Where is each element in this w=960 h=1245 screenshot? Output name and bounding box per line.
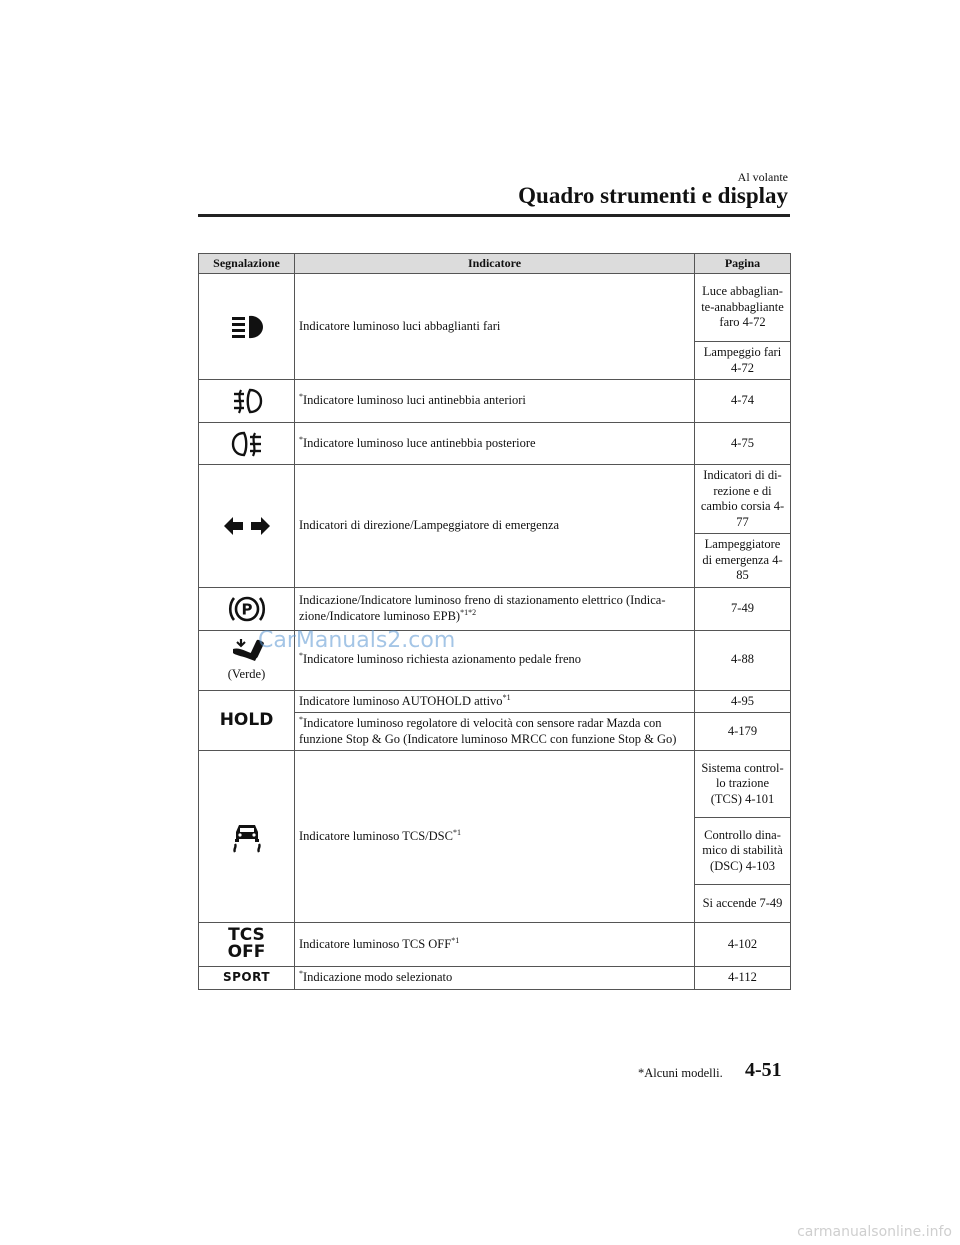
table-row bbox=[199, 587, 791, 630]
star-marker: * bbox=[299, 434, 303, 444]
table-row bbox=[199, 274, 791, 342]
indicator-cell bbox=[295, 380, 695, 423]
indicator-cell bbox=[295, 690, 695, 713]
brake-pedal-icon bbox=[229, 637, 265, 665]
indicator-cell bbox=[295, 751, 695, 923]
header-rule bbox=[198, 214, 790, 217]
table-row bbox=[199, 967, 791, 990]
table-row bbox=[199, 423, 791, 465]
sport-icon: SPORT bbox=[222, 970, 271, 985]
indicator-cell bbox=[295, 630, 695, 690]
page-cell: Controllo dina-mico di stabilità (DSC) 4-103 bbox=[695, 818, 791, 885]
table-row bbox=[199, 690, 791, 713]
column-header: Pagina bbox=[695, 254, 791, 274]
indicator-text: Indicatore luminoso luci abbaglianti fari bbox=[299, 318, 501, 333]
footnote-marker: *1 bbox=[451, 935, 460, 945]
table-row bbox=[199, 630, 791, 690]
signal-cell bbox=[199, 274, 295, 380]
indicator-text: Indicazione/Indicatore luminoso freno di stazionamento elettrico (Indica-zione/Indicatore luminoso EPB) bbox=[299, 593, 666, 623]
indicator-text: Indicazione modo selezionato bbox=[303, 970, 453, 985]
indicator-text: Indicatore luminoso regolatore di velocità con sensore radar Mazda con funzione Stop & Go (Indicatore luminoso MRCC con funzione Stop & Go) bbox=[299, 716, 677, 746]
site-watermark: carmanualsonline.info bbox=[797, 1224, 952, 1240]
indicator-cell bbox=[295, 967, 695, 990]
section-title: Quadro strumenti e display bbox=[518, 183, 788, 208]
icon-caption: (Verde) bbox=[227, 667, 266, 682]
star-marker: * bbox=[299, 392, 303, 402]
page-cell: 4-88 bbox=[695, 630, 791, 690]
signal-cell bbox=[199, 923, 295, 967]
page-cell: Luce abbaglian-te-anabbagliante faro 4-72 bbox=[695, 274, 791, 342]
indicator-cell bbox=[295, 923, 695, 967]
footnote: *Alcuni modelli. bbox=[638, 1066, 723, 1080]
page-cell: 4-75 bbox=[695, 423, 791, 465]
table-row bbox=[199, 465, 791, 534]
signal-cell bbox=[199, 967, 295, 990]
page-cell: Lampeggio fari 4-72 bbox=[695, 342, 791, 380]
indicator-text: Indicatori di direzione/Lampeggiatore di emergenza bbox=[299, 518, 560, 532]
watermark: CarManuals2.com bbox=[258, 628, 456, 653]
page-cell: Si accende 7-49 bbox=[695, 885, 791, 923]
tcs-off-icon-line-1: TCS bbox=[228, 925, 265, 946]
column-header: Indicatore bbox=[295, 254, 695, 274]
indicator-cell bbox=[295, 713, 695, 751]
column-header: Segnalazione bbox=[199, 254, 295, 274]
indicator-cell bbox=[295, 587, 695, 630]
page-number: 4-51 bbox=[745, 1059, 782, 1081]
signal-cell bbox=[199, 751, 295, 923]
rear-fog-light-icon bbox=[230, 429, 264, 459]
table-header-row bbox=[199, 254, 791, 274]
signal-cell bbox=[199, 465, 295, 588]
tcs-off-icon bbox=[228, 927, 266, 961]
page-cell: 4-112 bbox=[695, 967, 791, 990]
table-row bbox=[199, 923, 791, 967]
star-marker: * bbox=[299, 651, 303, 661]
indicator-text: Indicatore luminoso luci antinebbia anteriori bbox=[303, 393, 526, 408]
footnote-marker: *1 bbox=[452, 827, 461, 837]
page-cell: 4-179 bbox=[695, 713, 791, 751]
footnote-marker: *1*2 bbox=[460, 607, 477, 617]
star-marker: * bbox=[299, 714, 303, 724]
footnote-marker: *1 bbox=[502, 692, 511, 702]
page-cell: Lampeggiatore di emergenza 4-85 bbox=[695, 534, 791, 588]
signal-cell bbox=[199, 587, 295, 630]
section-subtitle: Al volante bbox=[737, 170, 788, 184]
signal-cell bbox=[199, 690, 295, 751]
page-cell: Sistema control-lo trazione (TCS) 4-101 bbox=[695, 751, 791, 818]
indicator-cell bbox=[295, 465, 695, 588]
page-cell: 4-74 bbox=[695, 380, 791, 423]
signal-cell bbox=[199, 423, 295, 465]
page-cell: Indicatori di di-rezione e di cambio corsia 4-77 bbox=[695, 465, 791, 534]
front-fog-light-icon bbox=[230, 386, 264, 416]
svg-text:P: P bbox=[241, 600, 252, 618]
indicator-cell bbox=[295, 274, 695, 380]
indicator-cell bbox=[295, 423, 695, 465]
tcs-off-icon-line-2: OFF bbox=[227, 942, 266, 963]
page-cell: 4-95 bbox=[695, 690, 791, 713]
page-cell: 7-49 bbox=[695, 587, 791, 630]
indicator-text: Indicatore luminoso AUTOHOLD attivo bbox=[299, 693, 503, 708]
signal-cell bbox=[199, 380, 295, 423]
table-row bbox=[199, 380, 791, 423]
high-beam-icon bbox=[229, 313, 265, 341]
table-row bbox=[199, 751, 791, 818]
turn-signal-icon bbox=[223, 515, 271, 537]
indicator-text: Indicatore luminoso TCS/DSC bbox=[299, 828, 453, 843]
signal-cell bbox=[199, 630, 295, 690]
indicator-table bbox=[198, 253, 791, 990]
hold-icon: HOLD bbox=[219, 709, 274, 730]
parking-brake-icon bbox=[227, 593, 267, 625]
indicator-text: Indicatore luminoso TCS OFF bbox=[299, 936, 452, 951]
indicator-text: Indicatore luminoso luce antinebbia posteriore bbox=[303, 435, 536, 450]
star-marker: * bbox=[299, 969, 303, 979]
tcs-dsc-icon bbox=[230, 820, 264, 854]
indicator-text: Indicatore luminoso richiesta azionamento pedale freno bbox=[303, 652, 582, 667]
page-cell: 4-102 bbox=[695, 923, 791, 967]
